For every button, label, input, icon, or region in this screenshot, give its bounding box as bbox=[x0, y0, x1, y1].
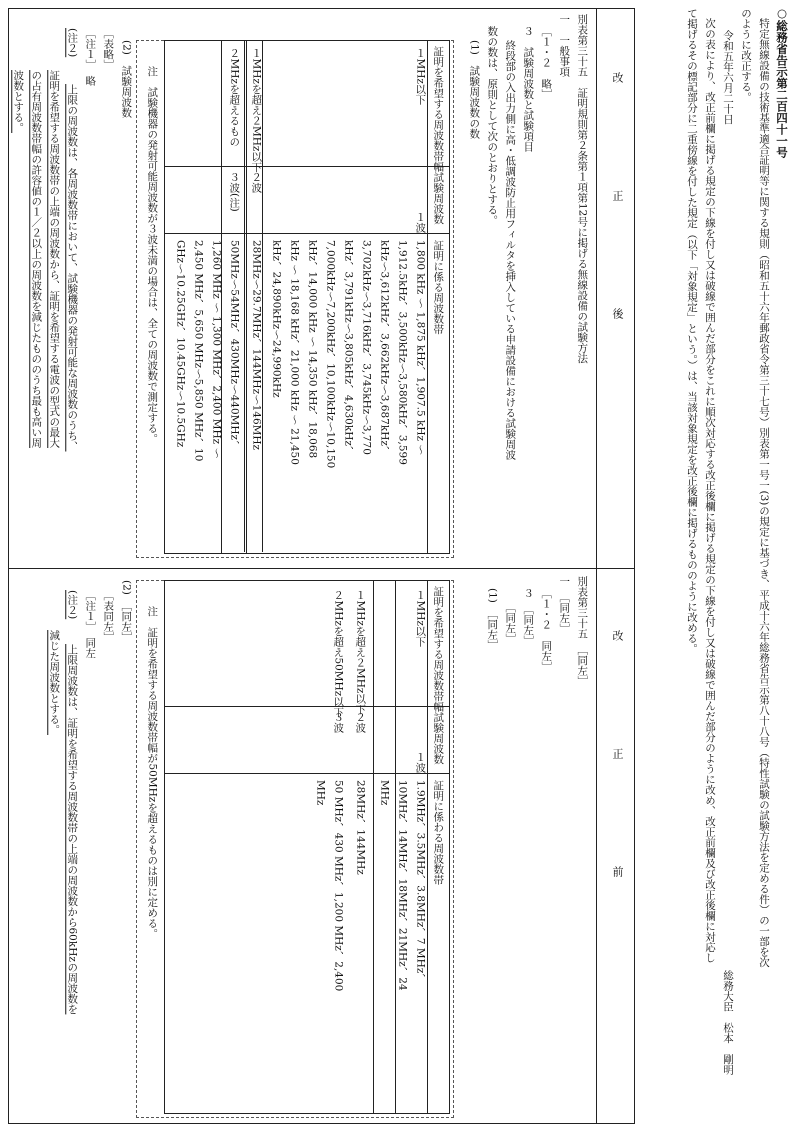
instruction-line-2: て掲げるその標記部分に二重傍線を付した規定（以下「対象規定」という。）は、当該対象規定を改正後欄に掲げるもののように改める。 bbox=[686, 8, 698, 654]
table-cell-freq: kHz、3,791kHz～3,805kHz、4,630kHz、 bbox=[342, 240, 355, 457]
after-line-6: (1) 試験周波数の数 bbox=[468, 40, 481, 139]
preamble-line-2: のように改正する。 bbox=[740, 8, 752, 103]
table-cell-freq: 1,260 MHz ～ 1,300 MHz、2,400 MHz ～ bbox=[210, 240, 223, 459]
before-column-heading: 改 正 前 bbox=[611, 630, 625, 925]
table-cell-band: １MHz以下 bbox=[414, 48, 427, 105]
before-line-5: (1) ［同左］ bbox=[486, 588, 499, 651]
before-line-0: 別表第三十五 ［同左］ bbox=[576, 576, 589, 687]
frame-right bbox=[634, 8, 635, 1124]
before-line-3: ３ ［同左］ bbox=[522, 588, 535, 646]
table-cell-freq: 7,000kHz～7,200kHz、10,100kHz～10,150 bbox=[324, 240, 337, 469]
table-cell-count: ２波 bbox=[250, 172, 263, 193]
after-note1: ［注１］ 略 bbox=[84, 28, 97, 86]
after-line-1: 一 一般事項 bbox=[558, 14, 571, 77]
table-cell-freq: 1.9MHz、3.5MHz、3.8MHz、7 MHz、 bbox=[414, 780, 427, 984]
after-note2-label: (注２) bbox=[66, 28, 79, 58]
preamble-line-1: 特定無線設備の技術基準適合証明等に関する規則（昭和五十六年郵政省令第三十七号）別表第一号一(3)の規定に基づき、平成十六年総務省告示第八十八号（特性試験の試験方法を定める件）の一部を次 bbox=[758, 18, 770, 968]
before-note2-label: (注２) bbox=[66, 590, 79, 620]
table-cell-freq: 28MHz～29.7MHz、144MHz～146MHz bbox=[250, 240, 263, 451]
after-note2-line: 証明を希望する周波数帯の上端の周波数から、証明を希望する電波の型式の最大 bbox=[48, 70, 61, 448]
table-cell-count: １波 bbox=[414, 212, 427, 233]
after-header-freq: 証明に係る周波数帯 bbox=[432, 240, 445, 335]
frame-top bbox=[8, 8, 634, 9]
before-line-2: ［１・２ 同左］ bbox=[540, 588, 553, 672]
before-header-freq: 証明に係わる周波数帯 bbox=[432, 780, 445, 885]
table-cell-freq: kHz ～ 18,168 kHz、21,000 kHz ～ 21,450 bbox=[288, 240, 301, 465]
document-title: ○総務省告示第二百四十一号 bbox=[775, 6, 789, 158]
before-line-1: 一 ［同左］ bbox=[558, 576, 571, 634]
after-line-3: ３ 試験周波数と試験項目 bbox=[522, 26, 535, 152]
after-sub2: (2) 試験周波数 bbox=[120, 40, 133, 118]
table-cell-count: ２波 bbox=[354, 712, 367, 733]
table-cell-freq: 2,450 MHz、5,650 MHz～5,850 MHz、10 bbox=[192, 240, 205, 462]
after-line-5: 数の数は、原則として次のとおりとする。 bbox=[486, 26, 499, 226]
table-cell-freq: 28MHz、144MHz bbox=[354, 780, 367, 875]
table-cell-freq: kHz、14,000 kHz ～ 14,350 kHz、18,068 bbox=[306, 240, 319, 459]
table-cell-freq: 50MHz～54MHz、430MHz～440MHz、 bbox=[228, 240, 241, 451]
after-note2-line: 波数とする。 bbox=[12, 70, 25, 133]
before-note2-line: 上限周波数は、証明を希望する周波数帯の上端の周波数から60kHzの周波数を bbox=[66, 644, 79, 1015]
before-table-ref: ［表同左］ bbox=[102, 590, 115, 643]
before-table-note: 注 証明を希望する周波数帯幅が50MHzを超えるものは別に定める。 bbox=[146, 606, 159, 939]
after-row-sep-2 bbox=[244, 40, 245, 552]
after-table-note: 注 試験機器の発射可能周波数が３波未満の場合は、全ての周波数で測定する。 bbox=[146, 66, 159, 444]
table-cell-band: １MHz以下 bbox=[414, 590, 427, 647]
before-header-count: 試験周波数 bbox=[432, 712, 445, 765]
frame-left bbox=[8, 8, 9, 1124]
after-table-ref: ［表略］ bbox=[102, 28, 115, 70]
table-cell-freq: MHz bbox=[314, 780, 327, 806]
table-cell-freq: MHz bbox=[378, 780, 391, 806]
after-column-heading: 改 正 後 bbox=[611, 72, 625, 367]
after-line-2: ［１・２ 略］ bbox=[540, 26, 553, 100]
table-cell-band: １MHzを超え２MHz以下 bbox=[354, 590, 367, 715]
before-sub2: (2) ［同左］ bbox=[120, 580, 133, 643]
table-cell-band: ２MHzを超えるもの bbox=[228, 48, 241, 147]
after-note2-line: 上限の周波数は、各周波数帯において、試験機器の発射可能な周波数のうち、 bbox=[66, 84, 79, 452]
after-header-band: 証明を希望する周波数帯幅 bbox=[432, 46, 445, 172]
table-cell-freq: 1,800 kHz ～ 1,875 kHz、1,907.5 kHz ～ bbox=[414, 240, 427, 455]
after-note2-line: の占有周波数帯幅の許容値の１／２以上の周波数を減じたもののうち最も高い周 bbox=[30, 70, 43, 448]
after-header-count: 試験周波数 bbox=[432, 172, 445, 225]
table-cell-freq: 10MHz、14MHz、18MHz、21MHz、24 bbox=[396, 780, 409, 991]
table-cell-freq: 3,702kHz～3,716kHz、3,745kHz～3,770 bbox=[360, 240, 373, 455]
table-cell-freq: 50 MHz、430 MHz、1,200 MHz、2,400 bbox=[332, 780, 345, 992]
minister-signature: 総務大臣 松本 剛明 bbox=[722, 970, 734, 1075]
before-header-band: 証明を希望する周波数帯幅 bbox=[432, 586, 445, 712]
table-cell-freq: kHz～3,612kHz、3,662kHz～3,687kHz、 bbox=[378, 240, 391, 457]
heading-column-line bbox=[596, 8, 597, 1124]
frame-bottom bbox=[8, 1123, 634, 1124]
table-cell-freq: kHz、24,890kHz～24,990kHz bbox=[270, 240, 283, 398]
table-cell-count: ３波 bbox=[332, 712, 345, 733]
table-cell-count: １波 bbox=[414, 752, 427, 773]
before-note2-line: 減じた周波数とする。 bbox=[48, 630, 61, 735]
table-cell-band: １MHzを超え２MHz以下 bbox=[250, 48, 263, 173]
before-note1: ［注１］ 同左 bbox=[84, 590, 97, 659]
instruction-line-1: 次の表により、改正前欄に掲げる規定の下線を付し又は破線で囲んだ部分をこれに順次対応する改正後欄に掲げる規定の下線を付し又は破線で囲んだ部分のように改め、改正前欄及び改正後欄に対応し bbox=[704, 18, 716, 963]
table-cell-freq: 1,912.5kHz、3,500kHz～3,580kHz、3,599 bbox=[396, 240, 409, 465]
date-line: 令和五年六月二十日 bbox=[722, 30, 734, 125]
after-line-4: 終段部の入出力側に高・低調波防止用フィルタを挿入している申請設備における試験周波 bbox=[504, 40, 517, 460]
table-cell-freq: GHz～10.25GHz、10.45GHz～10.5GHz bbox=[174, 240, 187, 448]
after-line-0: 別表第三十五 証明規則第２条第１項第12号に掲げる無線設備の試験方法 bbox=[576, 14, 589, 364]
table-cell-band: ２MHzを超え50MHz以下 bbox=[332, 590, 345, 718]
frame-divider bbox=[8, 568, 634, 569]
table-cell-count: ３波(注) bbox=[228, 172, 241, 212]
before-line-4: ［同左］ bbox=[504, 602, 517, 644]
